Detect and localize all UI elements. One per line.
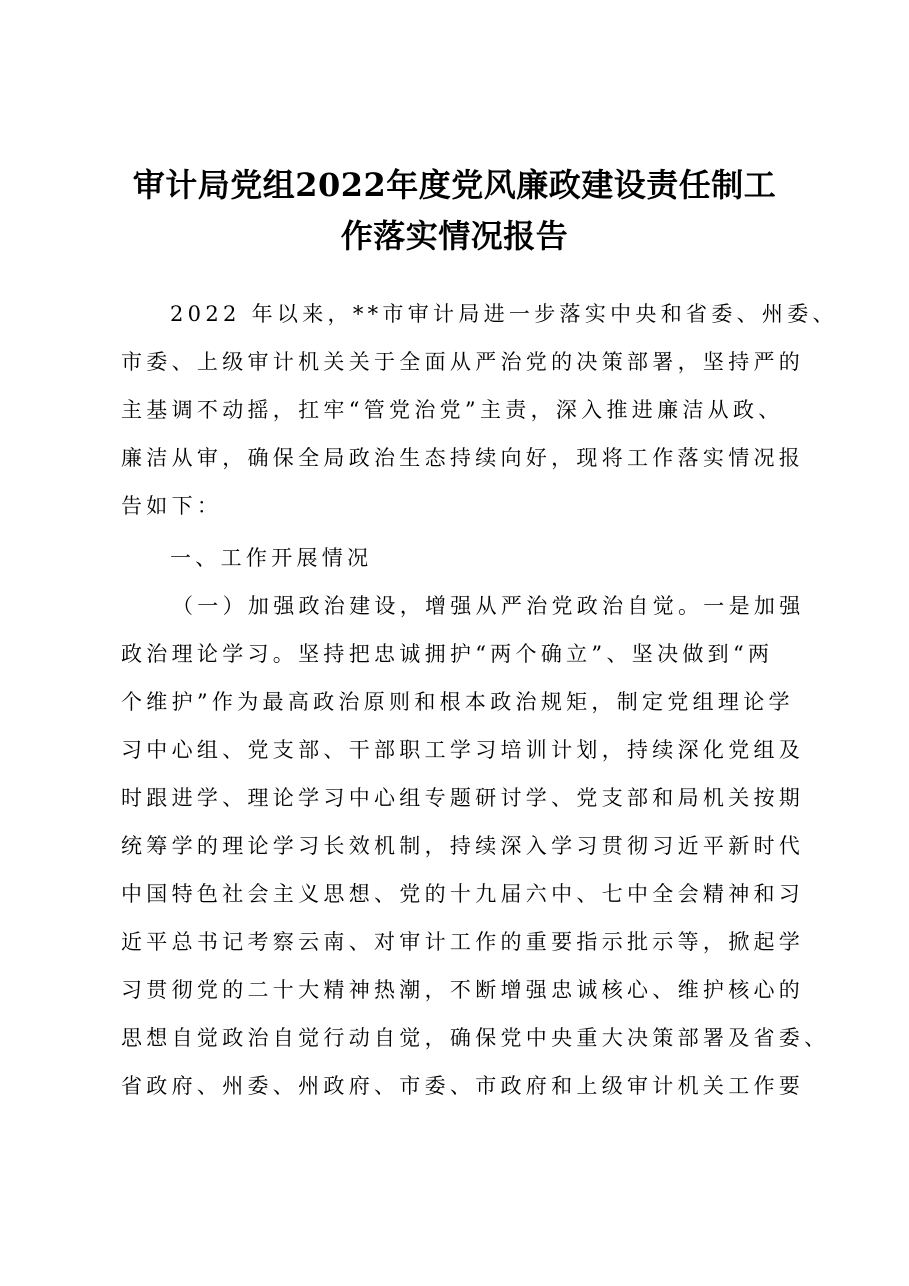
section-heading: 一、工作开展情况	[170, 546, 373, 570]
paragraph-line: 中国特色社会主义思想、党的十九届六中、七中全会精神和习	[121, 882, 805, 906]
paragraph-line: 告如下：	[121, 494, 223, 518]
paragraph-line: 廉洁从审，确保全局政治生态持续向好，现将工作落实情况报	[121, 446, 805, 470]
paragraph-line: 习中心组、党支部、干部职工学习培训计划，持续深化党组及	[121, 738, 805, 762]
paragraph-line: 习贯彻党的二十大精神热潮，不断增强忠诚核心、维护核心的	[121, 978, 805, 1002]
paragraph-line: 时跟进学、理论学习中心组专题研讨学、党支部和局机关按期	[121, 786, 805, 810]
paragraph-line: 主基调不动摇，扛牢“管党治党”主责，深入推进廉洁从政、	[121, 398, 784, 422]
paragraph-line: 政治理论学习。坚持把忠诚拥护“两个确立”、坚决做到“两	[121, 642, 774, 666]
paragraph-line: 统筹学的理论学习长效机制，持续深入学习贯彻习近平新时代	[121, 834, 805, 858]
paragraph-line: 思想自觉政治自觉行动自觉，确保党中央重大决策部署及省委、	[121, 1026, 830, 1050]
paragraph-line: 2022 年以来，**市审计局进一步落实中央和省委、州委、	[170, 302, 838, 326]
document-title-line-2: 作落实情况报告	[340, 217, 569, 255]
paragraph-line: 省政府、州委、州政府、市委、市政府和上级审计机关工作要	[121, 1074, 805, 1098]
document-title-line-1: 审计局党组2022年度党风廉政建设责任制工	[132, 166, 777, 204]
paragraph-line: （一）加强政治建设，增强从严治党政治自觉。一是加强	[172, 594, 805, 618]
paragraph-line: 近平总书记考察云南、对审计工作的重要指示批示等，掀起学	[121, 930, 805, 954]
paragraph-line: 个维护”作为最高政治原则和根本政治规矩，制定党组理论学	[121, 690, 794, 714]
paragraph-line: 市委、上级审计机关关于全面从严治党的决策部署，坚持严的	[121, 350, 805, 374]
